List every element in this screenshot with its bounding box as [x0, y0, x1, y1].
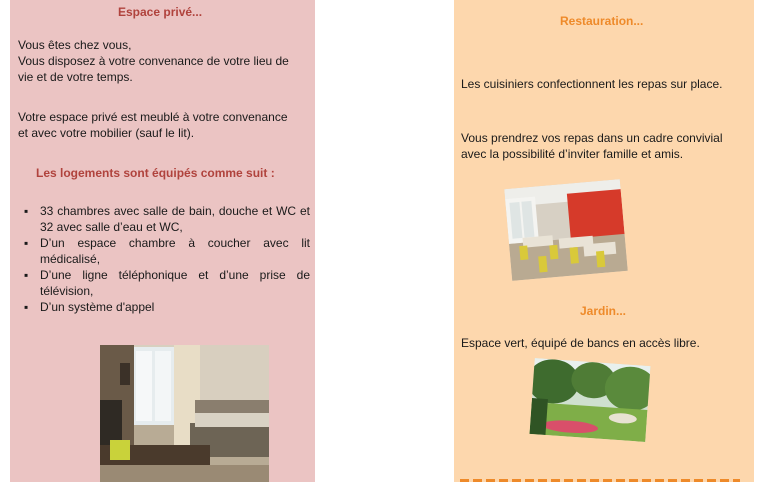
private-space-panel [10, 0, 315, 482]
intro-line-2: Vous disposez à votre convenance de votre lieu de [18, 54, 289, 68]
meals-line-2: avec la possibilité d’inviter famille et amis. [461, 147, 684, 161]
garden-text: Espace vert, équipé de bancs en accès libre. [461, 336, 700, 350]
furnished-line-2: et avec votre mobilier (sauf le lit). [18, 126, 195, 140]
restauration-title: Restauration... [560, 14, 644, 28]
bullet-icon: ▪ [24, 300, 29, 314]
meals-line-1: Vous prendrez vos repas dans un cadre convivial [461, 131, 723, 145]
list-item [20, 203, 310, 235]
bedroom-photo [100, 345, 269, 482]
equipment-heading: Les logements sont équipés comme suit : [36, 166, 275, 180]
equipment-list [20, 203, 310, 315]
cooks-text: Les cuisiniers confectionnent les repas sur place. [461, 77, 723, 91]
intro-line-3: vie et de votre temps. [18, 70, 133, 84]
bullet-icon: ▪ [24, 204, 29, 218]
private-space-title: Espace privé... [118, 5, 203, 19]
jardin-title: Jardin... [580, 304, 627, 318]
list-item [20, 299, 310, 315]
intro-line-1: Vous êtes chez vous, [18, 38, 132, 52]
feature-text: D’une ligne téléphonique et d’une prise de télévision, [40, 268, 310, 298]
list-item [20, 267, 310, 299]
garden-photo [529, 358, 650, 442]
services-panel [454, 0, 754, 482]
feature-text: D’un système d'appel [40, 300, 155, 314]
list-item [20, 235, 310, 267]
feature-text: 33 chambres avec salle de bain, douche et WC et 32 avec salle d’eau et WC, [40, 204, 310, 234]
bullet-icon: ▪ [24, 268, 29, 282]
clipped-text-line [460, 478, 750, 482]
dining-room-photo [504, 179, 628, 281]
furnished-line-1: Votre espace privé est meublé à votre convenance [18, 110, 288, 124]
feature-text: D’un espace chambre à coucher avec lit médicalisé, [40, 236, 310, 266]
bullet-icon: ▪ [24, 236, 29, 250]
